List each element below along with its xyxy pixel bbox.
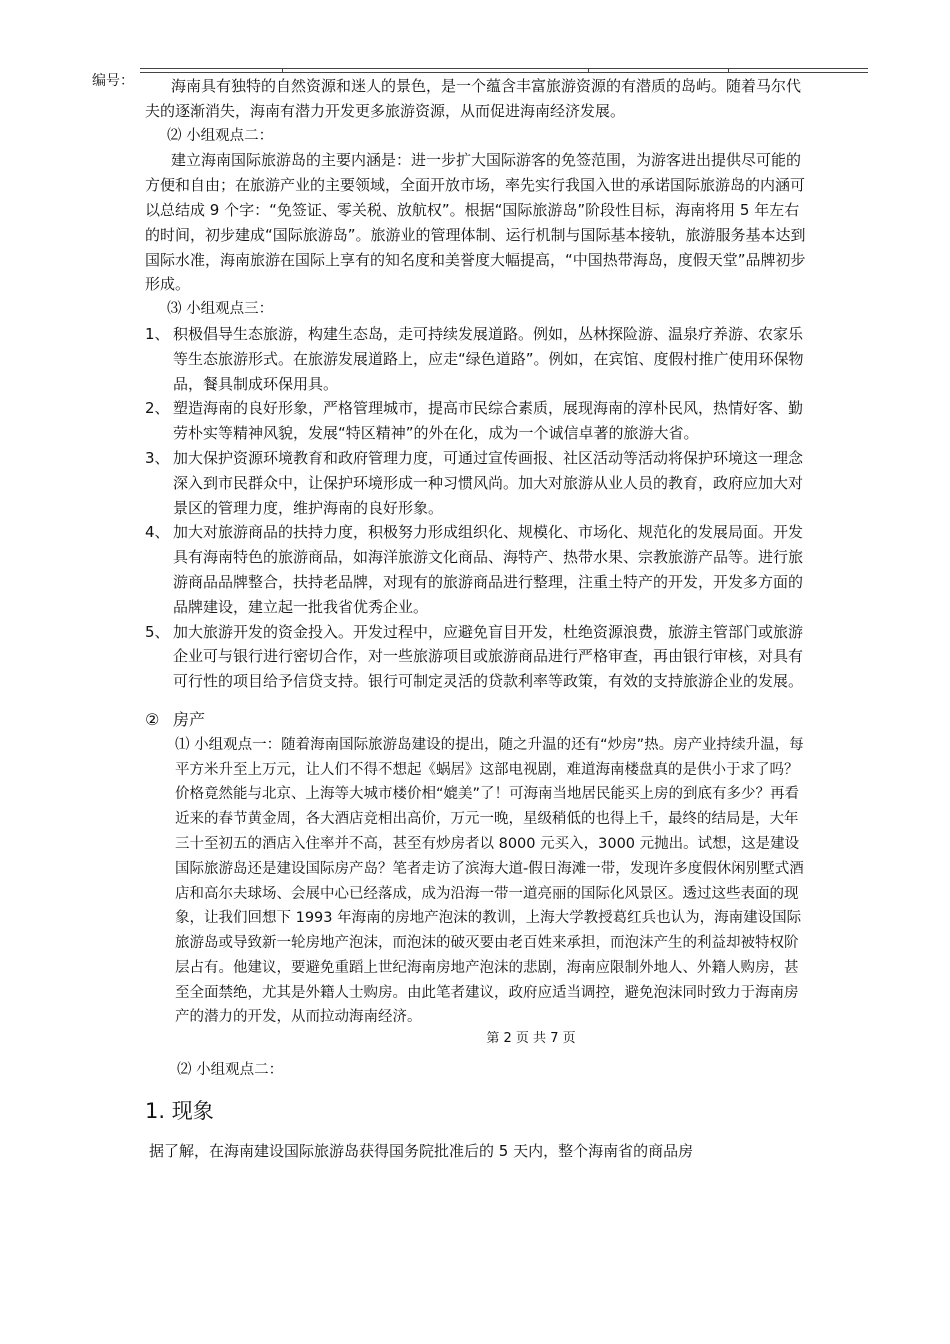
list-item-text: 塑造海南的良好形象，严格管理城市，提高市民综合素质，展现海南的淳朴民风，热情好客、勤劳朴实等精神风貌，发展“特区精神”的外在化，成为一个诚信卓著的旅游大省。 [173, 399, 804, 443]
list-item-text: 积极倡导生态旅游，构建生态岛，走可持续发展道路。例如，丛林探险游、温泉疗养游、农家乐等生态旅游形式。在旅游发展道路上，应走“绿色道路”。例如，在宾馆、度假村推广使用环保物品，餐具制成环保用具。 [173, 324, 804, 393]
list-item-text: 加大旅游开发的资金投入。开发过程中，应避免盲目开发，杜绝资源浪费，旅游主管部门或旅游企业可与银行进行密切合作，对一些旅游项目或旅游商品进行严格审查，再由银行审核，对具有可行性的项目给予信贷支持。银行可制定灵活的贷款利率等政策，有效的支持旅游企业的发展。 [173, 622, 804, 691]
header-rule-bottom [140, 72, 868, 73]
list-item-number: 1、 [145, 324, 170, 343]
group2-label: ⑵ 小组观点二： [167, 127, 274, 144]
section-heading-property [145, 708, 807, 733]
section-number: ② [145, 709, 160, 729]
header-tick [728, 68, 729, 73]
list-item [145, 446, 807, 520]
list-item-number: 3、 [145, 448, 170, 467]
header-tick [282, 68, 283, 73]
list-item-text: 加大保护资源环境教育和政府管理力度，可通过宣传画报、社区活动等活动将保护环境这一理念深入到市民群众中，让保护环境形成一种习惯风尚。加大对旅游从业人员的教育，政府应加大对景区的管理力度，维护海南的良好形象。 [173, 448, 804, 517]
list-item-text: 加大对旅游商品的扶持力度，积极努力形成组织化、规模化、市场化、规范化的发展局面。开发具有海南特色的旅游商品，如海洋旅游文化商品、海特产、热带水果、宗教旅游产品等。进行旅游商品品牌整合，扶持老品牌，对现有的旅游商品进行整理，注重土特产的开发，开发多方面的品牌建设，建立起一批我省优秀企业。 [173, 523, 804, 616]
list-item [145, 322, 807, 396]
list-item-number: 2、 [145, 399, 170, 418]
property-view2-label: ⑵ 小组观点二： [177, 1062, 284, 1079]
list-item-number: 4、 [145, 523, 170, 542]
list-item [145, 396, 807, 446]
list-item-number: 5、 [145, 622, 170, 641]
page-body [145, 74, 807, 1164]
group3-label: ⑶ 小组观点三： [167, 301, 274, 318]
property-view1-paragraph: ⑴ 小组观点一：随着海南国际旅游岛建设的提出，随之升温的还有“炒房”热。房产业持续升温，每平方米升至上万元，让人们不得不想起《蜗居》这部电视剧，难道海南楼盘真的是供小于求了吗？价格竟然能与北京、上海等大城市楼价相“媲美”了！可海南当地居民能买上房的到底有多少？再看近来的春节黄金周，各大酒店竞相出高价，万元一晚，星级稍低的也得上千，最终的结局是，大年三十至初五的酒店入住率并不高，甚至有炒房者以 8000 元买入，3000 元抛出。试想，这是建设国际旅游岛还是建设国际房产岛？笔者走访了滨海大道-假日海滩一带，发现许多度假休闲别墅式酒店和高尔夫球场、会展中心已经落成，成为沿海一带一道亮丽的国际化风景区。透过这些表面的现象，让我们回想下 1993 年海南的房地产泡沫的教训，上海大学教授葛红兵也认为，海南建设国际旅游岛或导致新一轮房地产泡沫，而泡沫的破灭要由老百姓来承担，而泡沫产生的利益却被特权阶层占有。他建议，要避免重蹈上世纪海南房地产泡沫的悲剧，海南应限制外地人、外籍人购房，甚至全面禁绝，尤其是外籍人士购房。由此笔者建议，政府应适当调控，避免泡沫同时致力于海南房产的潜力的开发，从而拉动海南经济。 [175, 736, 804, 1026]
list-item [145, 520, 807, 619]
last-paragraph: 据了解，在海南建设国际旅游岛获得国务院批准后的 5 天内，整个海南省的商品房 [149, 1142, 694, 1161]
group2-paragraph: 建立海南国际旅游岛的主要内涵是：进一步扩大国际游客的免签范围，为游客进出提供尽可能的方便和自由；在旅游产业的主要领域，全面开放市场，率先实行我国入世的承诺国际旅游岛的内涵可以总结成 9 个字：“免签证、零关税、放航权”。根据“国际旅游岛”阶段性目标，海南将用 5 年左右的时间，初步建成“国际旅游岛”。旅游业的管理体制、运行机制与国际基本接轨，旅游服务基本达到国际水准，海南旅游在国际上享有的知名度和美誉度大幅提高，“中国热带海岛，度假天堂”品牌初步形成。 [145, 151, 806, 294]
doc-number-label: 编号： [92, 73, 134, 89]
section-title: 房产 [173, 709, 206, 729]
header-rule-top [140, 68, 868, 69]
heading-phenomenon: 1. 现象 [145, 1099, 214, 1124]
intro-paragraph: 海南具有独特的自然资源和迷人的景色，是一个蕴含丰富旅游资源的有潜质的岛屿。随着马尔代夫的逐渐消失，海南有潜力开发更多旅游资源，从而促进海南经济发展。 [145, 77, 802, 120]
header-tick [588, 68, 589, 73]
list-item [145, 620, 807, 694]
page-footer: 第 2 页 共 7 页 [486, 1031, 576, 1047]
